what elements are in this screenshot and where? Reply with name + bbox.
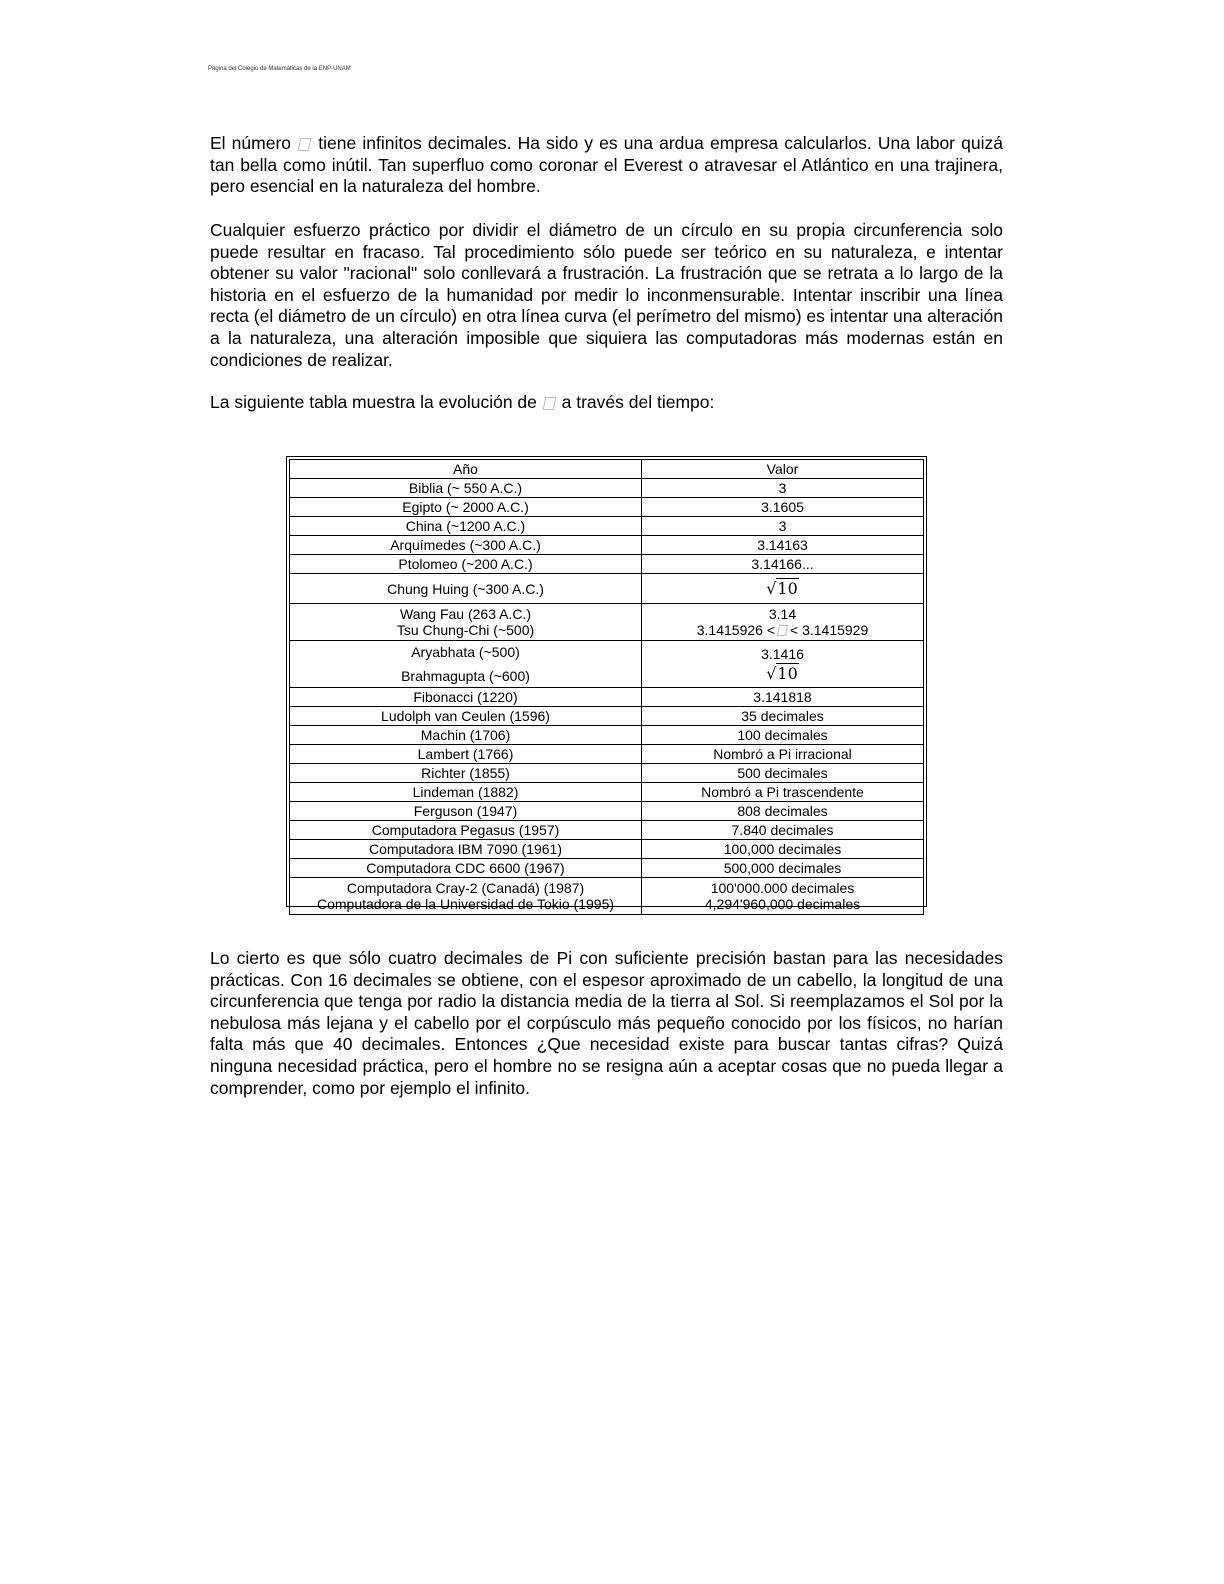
table-row xyxy=(290,688,924,707)
cell-year: Ludolph van Ceulen (1596) xyxy=(290,707,642,726)
table-row xyxy=(290,859,924,878)
cell-value: 3 xyxy=(642,517,924,536)
cell-year: Chung Huing (~300 A.C.) xyxy=(290,574,642,604)
table-row xyxy=(290,726,924,745)
pi-symbol-icon xyxy=(298,138,312,151)
table-row xyxy=(290,479,924,498)
cell-year: Wang Fau (263 A.C.) Tsu Chung-Chi (~500) xyxy=(290,604,642,641)
cell-value: 100 decimales xyxy=(642,726,924,745)
intro-paragraph-3: La siguiente tabla muestra la evolución de a través del tiempo: xyxy=(210,392,715,412)
header-value: Valor xyxy=(642,460,924,479)
page-header: Página del Colegio de Matemáticas de la ENP-UNAM xyxy=(208,66,351,72)
sqrt-expression: √10 xyxy=(766,578,798,598)
pi-history-table xyxy=(286,456,927,912)
cell-value: 3 xyxy=(642,479,924,498)
cell-year: Egipto (~ 2000 A.C.) xyxy=(290,498,642,517)
cell-year: China (~1200 A.C.) xyxy=(290,517,642,536)
cell-year: Computadora CDC 6600 (1967) xyxy=(290,859,642,878)
cell-value: 3.14 3.1415926 < < 3.1415929 xyxy=(642,604,924,641)
cell-value: Nombró a Pi irracional xyxy=(642,745,924,764)
cell-value: 35 decimales xyxy=(642,707,924,726)
conclusion-paragraph: Lo cierto es que sólo cuatro decimales de Pi con suficiente precisión bastan para las necesidades prácticas. Con 16 decimales se obtiene, con el espesor aproximado de un cabello, la longitud de una circunferencia que tenga por radio la distancia media de la tierra al Sol. Si reemplazamos el Sol por la nebulosa más lejana y el cabello por el corpúsculo más pequeño conocido por los físicos, no harían falta más que 40 decimales. Entonces ¿Que necesidad existe para buscar tantas cifras? Quizá ninguna necesidad práctica, pero el hombre no se resigna aún a aceptar cosas que no pueda llegar a comprender, como por ejemplo el infinito. xyxy=(210,948,1003,1098)
cell-value: 808 decimales xyxy=(642,802,924,821)
cell-value: 3.14163 xyxy=(642,536,924,555)
sqrt-expression: √10 xyxy=(766,664,798,683)
cell-year: Ferguson (1947) xyxy=(290,802,642,821)
table-row xyxy=(290,517,924,536)
cell-year: Fibonacci (1220) xyxy=(290,688,642,707)
cell-year: Machin (1706) xyxy=(290,726,642,745)
table-row xyxy=(290,802,924,821)
intro-paragraph-1: El número tiene infinitos decimales. Ha sido y es una ardua empresa calcularlos. Una labor quizá tan bella como inútil. Tan superfluo como coronar el Everest o atravesar el Atlántico en una trajinera, pero esencial en la naturaleza del hombre. xyxy=(210,133,1003,197)
cell-year: Computadora Pegasus (1957) xyxy=(290,821,642,840)
pi-symbol-icon xyxy=(777,625,788,636)
table-row xyxy=(290,707,924,726)
cell-year: Computadora IBM 7090 (1961) xyxy=(290,840,642,859)
cell-year: Computadora Cray-2 (Canadá) (1987) Computadora de la Universidad de Tokio (1995) xyxy=(290,878,642,915)
cell-value: 100'000.000 decimales 4,294'960,000 decimales xyxy=(642,878,924,915)
table-row xyxy=(290,641,924,688)
cell-year: Lindeman (1882) xyxy=(290,783,642,802)
cell-value: 500,000 decimales xyxy=(642,859,924,878)
cell-year: Arquímedes (~300 A.C.) xyxy=(290,536,642,555)
cell-value: 3.14166... xyxy=(642,555,924,574)
table-row xyxy=(290,536,924,555)
cell-value: 100,000 decimales xyxy=(642,840,924,859)
table-row xyxy=(290,574,924,604)
table-row xyxy=(290,821,924,840)
cell-year: Biblia (~ 550 A.C.) xyxy=(290,479,642,498)
table-row xyxy=(290,783,924,802)
intro-paragraph-2: Cualquier esfuerzo práctico por dividir el diámetro de un círculo en su propia circunferencia solo puede resultar en fracaso. Tal procedimiento sólo puede ser teórico en su naturaleza, e intentar obtener su valor "racional" solo conllevará a frustración. La frustración que se retrata a lo largo de la historia en el esfuerzo de la humanidad por medir lo inconmensurable. Intentar inscribir una línea recta (el diámetro de un círculo) en otra línea curva (el perímetro del mismo) es intentar una alteración a la naturaleza, una alteración imposible que siquiera las computadoras más modernas están en condiciones de realizar. xyxy=(210,220,1003,370)
cell-year: Lambert (1766) xyxy=(290,745,642,764)
cell-year: Aryabhata (~500) Brahmagupta (~600) xyxy=(290,641,642,688)
table-row xyxy=(290,840,924,859)
cell-year: Ptolomeo (~200 A.C.) xyxy=(290,555,642,574)
table-row xyxy=(290,764,924,783)
cell-value xyxy=(642,574,924,604)
table-row xyxy=(290,745,924,764)
cell-value: Nombró a Pi trascendente xyxy=(642,783,924,802)
cell-value: 3.141818 xyxy=(642,688,924,707)
cell-year: Richter (1855) xyxy=(290,764,642,783)
table-row xyxy=(290,878,924,915)
table-header-row xyxy=(290,460,924,479)
pi-symbol-icon xyxy=(542,397,556,410)
table-row xyxy=(290,604,924,641)
cell-value: 3.1605 xyxy=(642,498,924,517)
table-row xyxy=(290,555,924,574)
header-year: Año xyxy=(290,460,642,479)
cell-value: 3.1416 √10 xyxy=(642,641,924,688)
cell-value: 500 decimales xyxy=(642,764,924,783)
table-row xyxy=(290,498,924,517)
cell-value: 7.840 decimales xyxy=(642,821,924,840)
